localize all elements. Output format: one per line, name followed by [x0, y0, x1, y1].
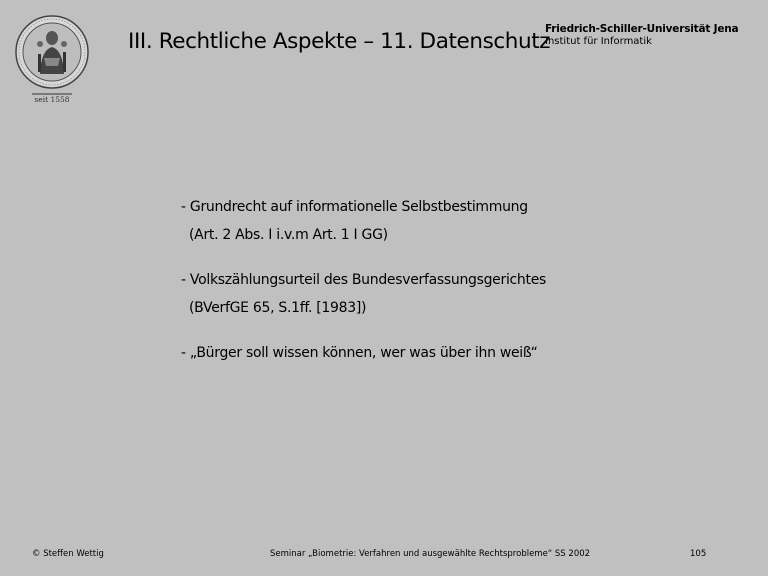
slide-title: III. Rechtliche Aspekte – 11. Datenschutz [128, 29, 551, 54]
bullet-subtext: (BVerfGE 65, S.1ff. [1983]) [189, 300, 367, 316]
department-name: Institut für Informatik [545, 36, 652, 47]
footer-author: © Steffen Wettig [32, 549, 104, 559]
bullet-text: - Volkszählungsurteil des Bundesverfassungsgerichtes [181, 272, 547, 288]
bullet-text: - „Bürger soll wissen können, wer was über ihn weiß“ [181, 345, 538, 361]
footer-seminar: Seminar „Biometrie: Verfahren und ausgewählte Rechtsprobleme“ SS 2002 [270, 549, 591, 559]
bullet-item [181, 270, 546, 318]
page-number: 105 [690, 549, 707, 559]
university-name: Friedrich-Schiller-Universität Jena [545, 23, 739, 35]
seal-caption: seit 1558 [34, 95, 70, 104]
bullet-list [181, 197, 546, 388]
bullet-item [181, 197, 546, 245]
university-seal-logo [14, 14, 90, 96]
bullet-subtext: (Art. 2 Abs. I i.v.m Art. 1 I GG) [189, 227, 388, 243]
institution-block [545, 23, 738, 47]
bullet-text: - Grundrecht auf informationelle Selbstbestimmung [181, 199, 528, 215]
bullet-item [181, 343, 546, 363]
